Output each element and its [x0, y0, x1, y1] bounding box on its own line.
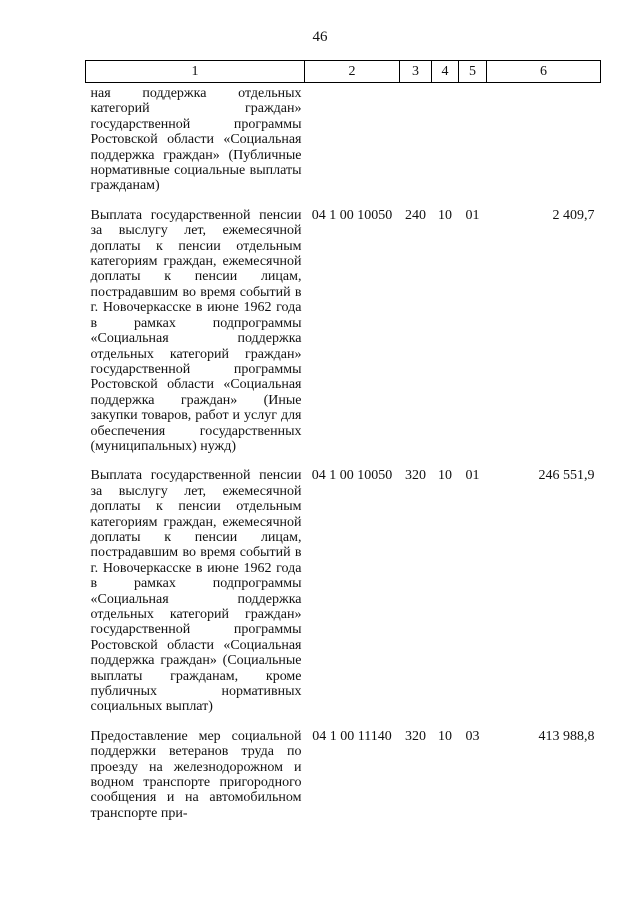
- table-row: [86, 719, 601, 825]
- row-pr: 01: [465, 468, 480, 484]
- page-number: 46: [312, 29, 328, 45]
- row-code: 04 1 00 10050: [311, 207, 393, 223]
- row-amount: 246 551,9: [538, 468, 595, 484]
- row-rz: [432, 83, 459, 198]
- row-description: ная поддержка отдельных категорий граждан» государственной программы Ростовской области «Социальная поддержка граждан» (Публичные нормативные социальные выплаты гражданам): [90, 86, 302, 194]
- header-col-4: 4: [432, 61, 459, 83]
- row-amount: 413 988,8: [538, 728, 595, 744]
- row-code: 04 1 00 11140: [312, 728, 392, 744]
- table-row: [86, 83, 601, 198]
- row-description: Предоставление мер социальной поддержки ветеранов труда по проезду на железнодорожном и водном транспорте пригородного сообщения и на автомобильном транспорте при-: [90, 728, 302, 821]
- table-row: [86, 458, 601, 719]
- table-row: [86, 198, 601, 459]
- row-pr: 01: [465, 207, 480, 223]
- row-vr: 240: [405, 207, 426, 223]
- row-amount: [487, 83, 601, 198]
- row-code: [305, 83, 400, 198]
- row-vr: [400, 83, 432, 198]
- row-vr: 320: [405, 728, 426, 744]
- row-pr: [459, 83, 487, 198]
- header-col-1: 1: [86, 61, 305, 83]
- row-rz: 10: [438, 468, 452, 484]
- table-header-row: [86, 61, 601, 83]
- row-vr: 320: [405, 468, 426, 484]
- header-col-2: 2: [305, 61, 400, 83]
- header-col-6: 6: [487, 61, 601, 83]
- row-rz: 10: [438, 728, 452, 744]
- header-col-3: 3: [400, 61, 432, 83]
- header-col-5: 5: [459, 61, 487, 83]
- budget-table: [85, 60, 601, 825]
- row-description: Выплата государственной пенсии за выслугу лет, ежемесячной доплаты к пенсии отдельным категориям граждан, ежемесячной доплаты к пенсии лицам, пострадавшим во время событий в г. Новочеркасске в июне 1962 года в рамках подпрограммы «Социальная поддержка отдельных категорий граждан» государственной программы Ростовской области «Социальная поддержка граждан» (Иные закупки товаров, работ и услуг для обеспечения государственных (муниципальных) нужд): [90, 207, 302, 454]
- row-code: 04 1 00 10050: [311, 468, 393, 484]
- row-amount: 2 409,7: [552, 207, 595, 223]
- row-pr: 03: [465, 728, 480, 744]
- row-description: Выплата государственной пенсии за выслугу лет, ежемесячной доплаты к пенсии отдельным категориям граждан, ежемесячной доплаты к пенсии лицам, пострадавшим во время событий в г. Новочеркасске в июне 1962 года в рамках подпрограммы «Социальная поддержка отдельных категорий граждан» государственной программы Ростовской области «Социальная поддержка граждан» (Социальные выплаты гражданам, кроме публичных нормативных социальных выплат): [90, 468, 302, 715]
- row-rz: 10: [438, 207, 452, 223]
